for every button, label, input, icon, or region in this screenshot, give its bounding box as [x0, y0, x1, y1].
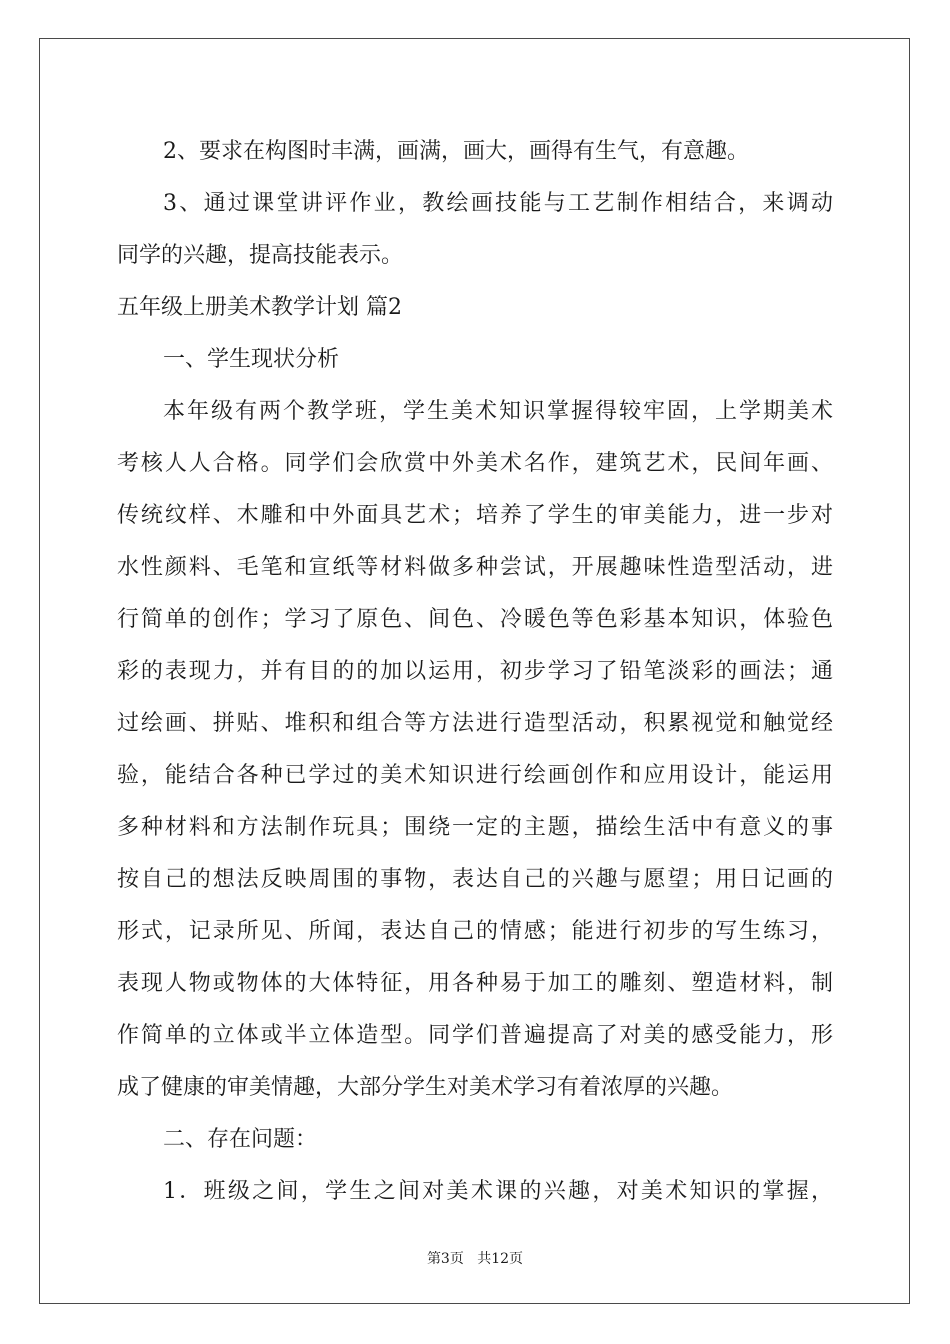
subsection-heading: 一、学生现状分析 — [163, 347, 340, 372]
section-heading: 五年级上册美术教学计划 篇2 — [117, 295, 402, 320]
text-line: 水性颜料、毛笔和宣纸等材料做多种尝试，开展趣味性造型活动，进 — [117, 555, 833, 580]
text-line: 行简单的创作；学习了原色、间色、冷暖色等色彩基本知识，体验色 — [117, 607, 833, 632]
text-line: 验，能结合各种已学过的美术知识进行绘画创作和应用设计，能运用 — [117, 763, 833, 788]
page-number: 第3页 — [426, 1251, 464, 1267]
text-line: 多种材料和方法制作玩具；围绕一定的主题，描绘生活中有意义的事 — [117, 815, 833, 840]
text-line: 作简单的立体或半立体造型。同学们普遍提高了对美的感受能力，形 — [117, 1023, 833, 1048]
text-line: 过绘画、拼贴、堆积和组合等方法进行造型活动，积累视觉和触觉经 — [117, 711, 833, 736]
text-line: 表现人物或物体的大体特征，用各种易于加工的雕刻、塑造材料，制 — [117, 971, 833, 996]
page-total: 共12页 — [477, 1251, 524, 1267]
text-line: 彩的表现力，并有目的的加以运用，初步学习了铅笔淡彩的画法；通 — [117, 659, 833, 684]
text-line: 同学的兴趣，提高技能表示。 — [117, 243, 404, 268]
subsection-heading: 二、存在问题： — [163, 1127, 318, 1152]
text-line: 按自己的想法反映周围的事物，表达自己的兴趣与愿望；用日记画的 — [117, 867, 833, 892]
page-footer — [0, 1248, 950, 1268]
text-line: 传统纹样、木雕和中外面具艺术；培养了学生的审美能力，进一步对 — [117, 503, 833, 528]
text-line: 1．班级之间，学生之间对美术课的兴趣，对美术知识的掌握， — [163, 1179, 833, 1204]
document-body — [117, 126, 833, 1218]
text-line: 形式，记录所见、所闻，表达自己的情感；能进行初步的写生练习， — [117, 919, 833, 944]
text-line: 本年级有两个教学班，学生美术知识掌握得较牢固，上学期美术 — [163, 399, 833, 424]
text-line: 考核人人合格。同学们会欣赏中外美术名作，建筑艺术，民间年画、 — [117, 451, 833, 476]
text-line: 2、要求在构图时丰满，画满，画大，画得有生气，有意趣。 — [163, 139, 749, 164]
text-line: 成了健康的审美情趣，大部分学生对美术学习有着浓厚的兴趣。 — [117, 1075, 734, 1100]
text-line: 3、通过课堂讲评作业，教绘画技能与工艺制作相结合，来调动 — [163, 191, 833, 216]
